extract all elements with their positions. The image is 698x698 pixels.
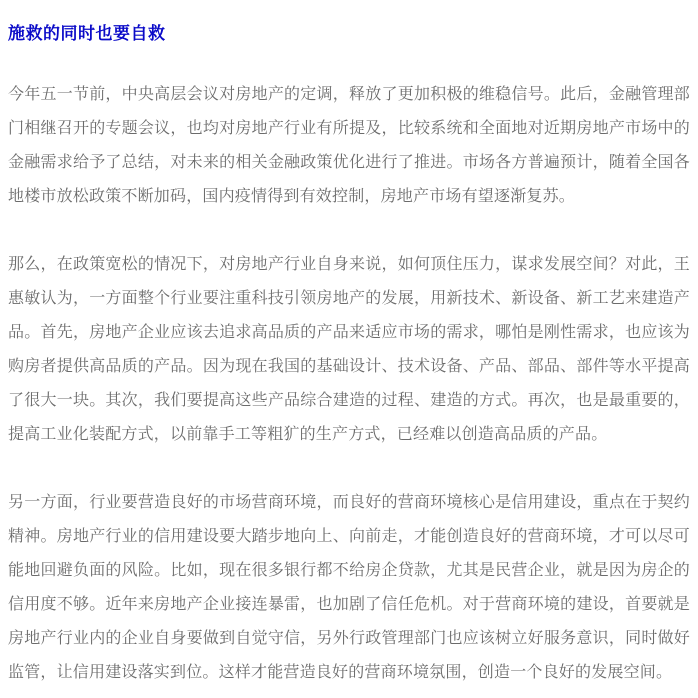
article-title: 施救的同时也要自救 [8,24,166,43]
article-paragraph-3: 另一方面，行业要营造良好的市场营商环境，而良好的营商环境核心是信用建设，重点在于契约精神。房地产行业的信用建设要大踏步地向上、向前走，才能创造良好的营商环境，才可以尽可能地回避负面的风险。比如，现在很多银行都不给房企贷款，尤其是民营企业，就是因为房企的信用度不够。近年来房地产企业接连暴雷，也加剧了信任危机。对于营商环境的建设，首要就是房地产行业内的企业自身要做到自觉守信，另外行政管理部门也应该树立好服务意识，同时做好监管，让信用建设落实到位。这样才能营造良好的营商环境氛围，创造一个良好的发展空间。 [8,494,690,681]
article-paragraph-2: 那么，在政策宽松的情况下，对房地产行业自身来说，如何顶住压力，谋求发展空间？对此，王惠敏认为，一方面整个行业要注重科技引领房地产的发展，用新技术、新设备、新工艺来建造产品。首先，房地产企业应该去追求高品质的产品来适应市场的需求，哪怕是刚性需求，也应该为购房者提供高品质的产品。因为现在我国的基础设计、技术设备、产品、部品、部件等水平提高了很大一块。其次，我们要提高这些产品综合建造的过程、建造的方式。再次，也是最重要的，提高工业化装配方式，以前靠手工等粗犷的生产方式，已经难以创造高品质的产品。 [8,256,690,443]
article-paragraph-1: 今年五一节前，中央高层会议对房地产的定调，释放了更加积极的维稳信号。此后，金融管理部门相继召开的专题会议，也均对房地产行业有所提及，比较系统和全面地对近期房地产市场中的金融需求给予了总结，对未来的相关金融政策优化进行了推进。市场各方普遍预计，随着全国各地楼市放松政策不断加码，国内疫情得到有效控制，房地产市场有望逐渐复苏。 [8,86,690,205]
